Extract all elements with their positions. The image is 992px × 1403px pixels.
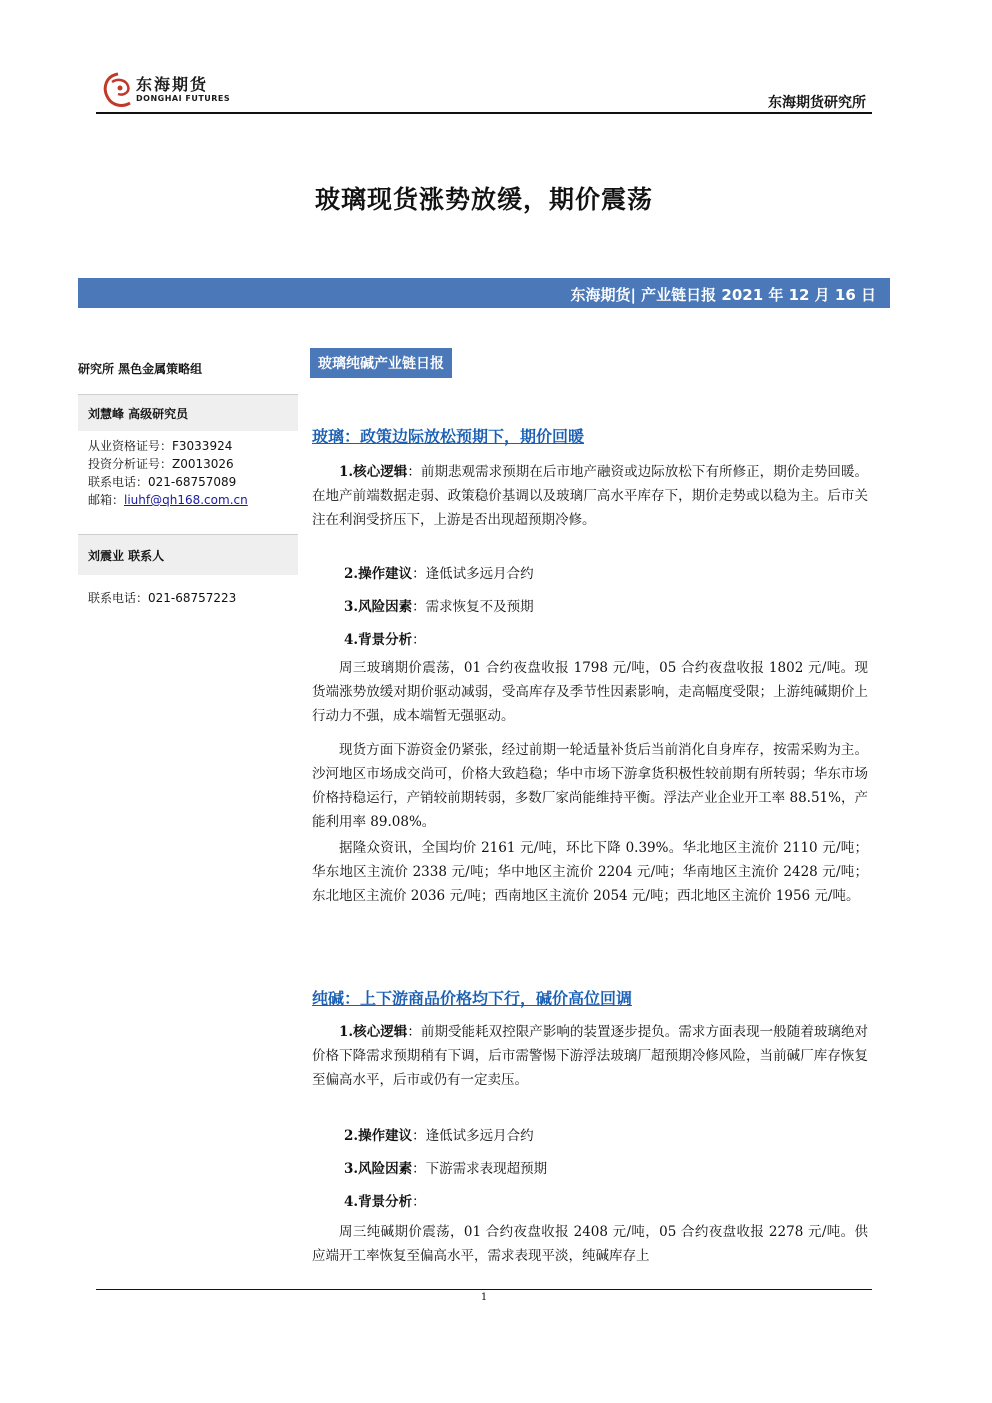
sidebar-dept: 研究所 黑色金属策略组 — [78, 362, 203, 376]
glass-bg-para-3: 据隆众资讯，全国均价 2161 元/吨，环比下降 0.39%。华北地区主流价 2110 元/吨；华东地区主流价 2338 元/吨；华中地区主流价 2204 元/吨；华南地区主流价 2428 元/吨；东北地区主流价 2036 元/吨；西南地区主流价 2054 元/吨；西北地区主流价 1956 元/吨。 — [312, 840, 868, 904]
soda-op-label: 2.操作建议 — [344, 1128, 413, 1144]
analyst2-name: 刘震业 联系人 — [88, 549, 165, 563]
analyst1-invest-cert: 投资分析证号：Z0013026 — [88, 457, 234, 471]
soda-logic-text: ：前期受能耗双控限产影响的装置逐步提负。需求方面表现一般随着玻璃绝对价格下降需求预期稍有下调，后市需警惕下游浮法玻璃厂超预期冷修风险，当前碱厂库存恢复至偏高水平，后市或仍有一定卖压。 — [312, 1024, 869, 1088]
soda-bg-label: 4.背景分析 — [344, 1194, 413, 1210]
analyst1-header — [78, 394, 298, 431]
soda-risk-text: ：下游需求表现超预期 — [412, 1161, 548, 1177]
soda-bg-para-1: 周三纯碱期价震荡，01 合约夜盘收报 2408 元/吨，05 合约夜盘收报 2278 元/吨。供应端开工率恢复至偏高水平，需求表现平淡，纯碱库存上 — [312, 1224, 868, 1264]
glass-bg-para-1: 周三玻璃期价震荡，01 合约夜盘收报 1798 元/吨，05 合约夜盘收报 1802 元/吨。现货端涨势放缓对期价驱动减弱，受高库存及季节性因素影响，走高幅度受限；上游纯碱期价上行动力不强，成本端暂无强驱动。 — [312, 660, 868, 724]
glass-operation — [344, 562, 534, 582]
email-label: 邮箱： — [88, 493, 125, 507]
logo-english-text: DONGHAI FUTURES — [136, 94, 231, 103]
glass-bg-colon: ： — [412, 632, 426, 648]
header-rule — [96, 112, 872, 114]
glass-risk-label: 3.风险因素 — [344, 599, 413, 615]
soda-background — [344, 1190, 426, 1210]
section-label: 玻璃纯碱产业链日报 — [310, 348, 452, 378]
glass-logic-text: ：前期悲观需求预期在后市地产融资或边际放松下有所修正，期价走势回暖。在地产前端数据走弱、政策稳价基调以及玻璃厂高水平库存下，期价走势或以稳为主。后市关注在利润受挤压下，上游是否出现超预期冷修。 — [312, 464, 869, 528]
glass-heading: 玻璃：政策边际放松预期下，期价回暖 — [312, 427, 585, 446]
glass-logic — [312, 460, 868, 532]
logo-chinese-text: 东海期货 — [136, 75, 209, 94]
analyst1-phone: 联系电话：021-68757089 — [88, 475, 237, 489]
institute-name: 东海期货研究所 — [768, 95, 866, 111]
analyst1-name: 刘慧峰 高级研究员 — [88, 407, 189, 421]
glass-bg-para-2: 现货方面下游资金仍紧张，经过前期一轮适量补货后当前消化自身库存，按需采购为主。沙河地区市场成交尚可，价格大致趋稳；华中市场下游拿货积极性较前期有所转弱；华东市场价格持稳运行，产销较前期转弱，多数厂家尚能维持平衡。浮法产业企业开工率 88.51%，产能利用率 89.08%。 — [312, 742, 868, 830]
page-number: 1 — [480, 1292, 488, 1303]
soda-bg-colon: ： — [412, 1194, 426, 1210]
analyst2-phone: 联系电话：021-68757223 — [88, 591, 237, 605]
glass-risk — [344, 595, 534, 615]
report-title: 玻璃现货涨势放缓，期价震荡 — [314, 185, 653, 214]
soda-logic — [312, 1020, 868, 1092]
donghai-logo — [98, 70, 138, 112]
analyst2-header — [78, 534, 298, 575]
glass-background — [344, 628, 426, 648]
glass-op-text: ：逢低试多远月合约 — [412, 566, 534, 582]
footer-rule — [96, 1289, 872, 1290]
analyst1-email-link[interactable]: liuhf@qh168.com.cn — [124, 493, 248, 507]
analyst1-details — [88, 437, 308, 509]
glass-logic-label: 1.核心逻辑 — [339, 464, 408, 480]
report-banner — [78, 278, 890, 308]
soda-operation — [344, 1124, 534, 1144]
analyst1-cert: 从业资格证号：F3033924 — [88, 439, 233, 453]
glass-risk-text: ：需求恢复不及预期 — [412, 599, 534, 615]
glass-op-label: 2.操作建议 — [344, 566, 413, 582]
analyst1-email-row — [88, 491, 308, 509]
soda-risk-label: 3.风险因素 — [344, 1161, 413, 1177]
soda-logic-label: 1.核心逻辑 — [339, 1024, 408, 1040]
soda-op-text: ：逢低试多远月合约 — [412, 1128, 534, 1144]
glass-bg-label: 4.背景分析 — [344, 632, 413, 648]
banner-text: 东海期货| 产业链日报 2021 年 12 月 16 日 — [570, 286, 876, 304]
soda-risk — [344, 1157, 547, 1177]
soda-heading: 纯碱：上下游商品价格均下行，碱价高位回调 — [312, 989, 633, 1008]
